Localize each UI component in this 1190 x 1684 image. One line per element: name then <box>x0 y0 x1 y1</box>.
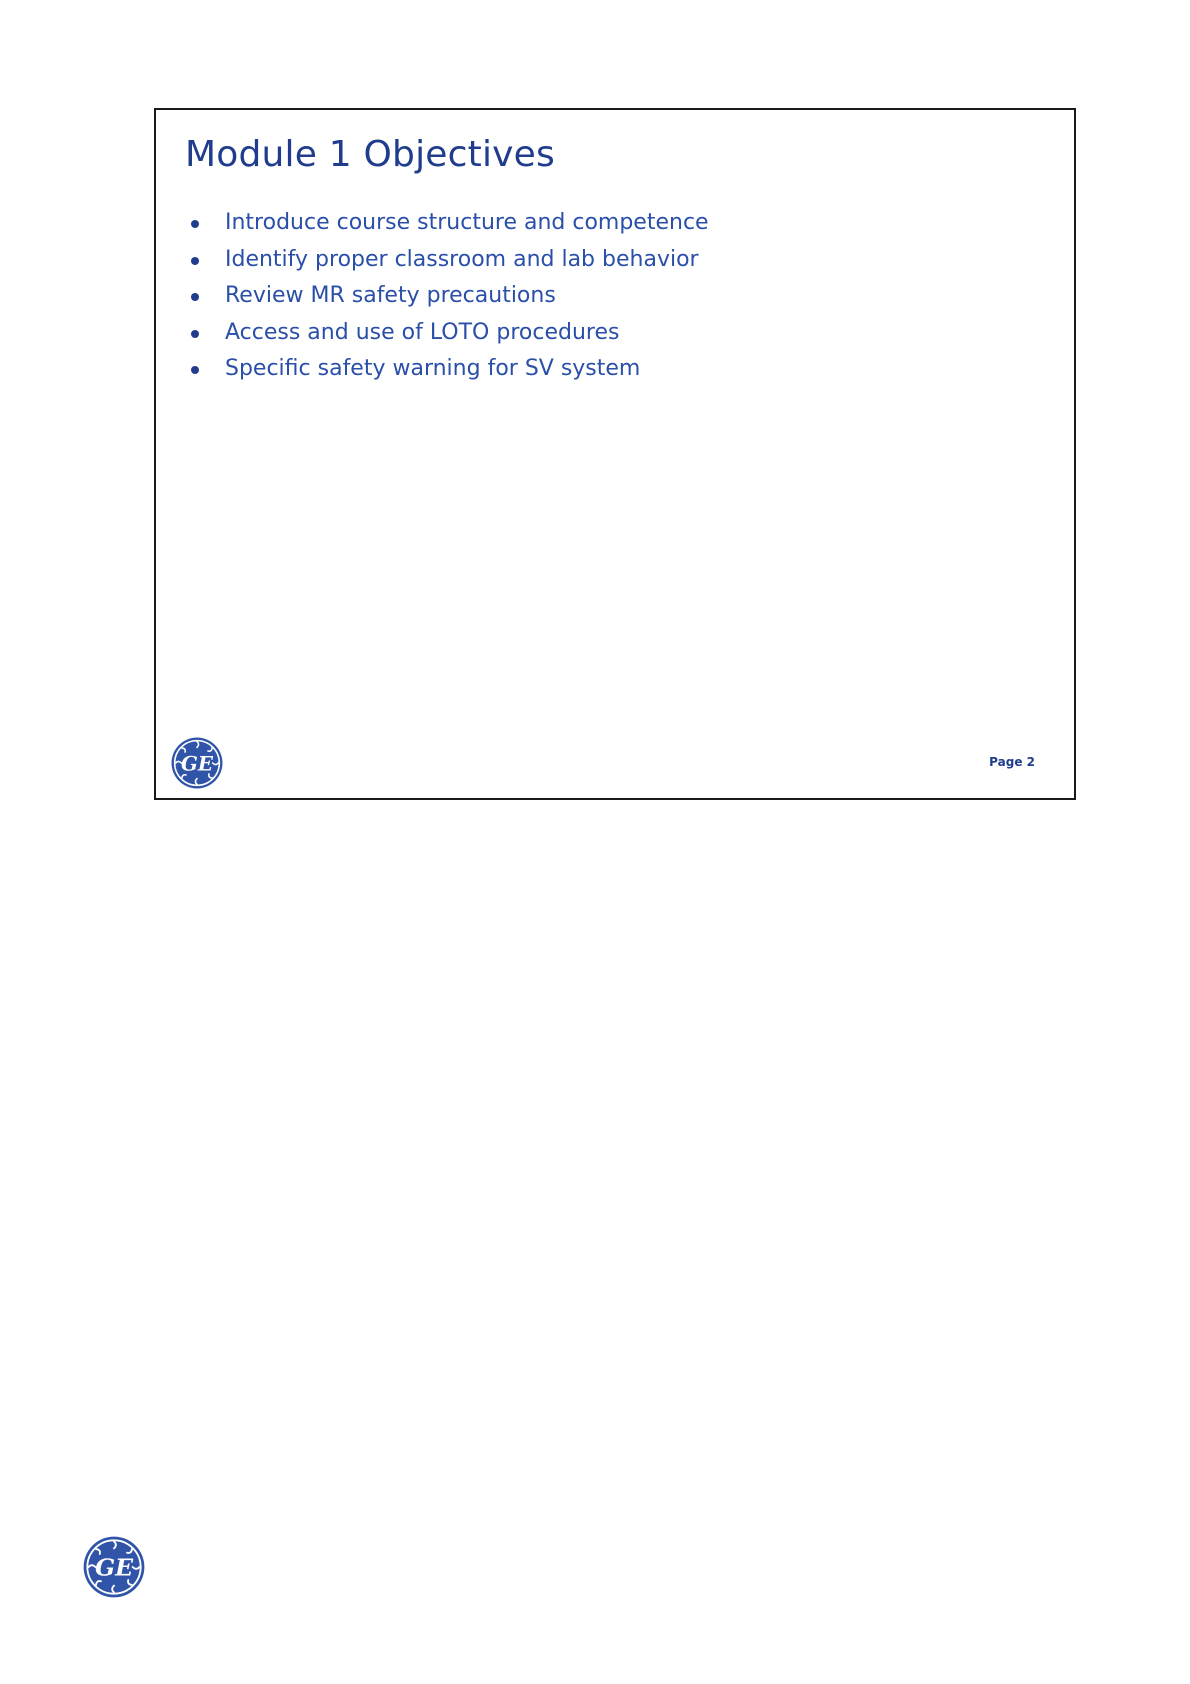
logo-text: GE <box>94 1553 134 1582</box>
list-item-text: Identify proper classroom and lab behavior <box>225 246 699 272</box>
list-item-text: Specific safety warning for SV system <box>225 356 641 381</box>
bullet-dot-icon <box>191 330 199 338</box>
list-item <box>156 283 709 320</box>
bullet-dot-icon <box>191 220 199 228</box>
list-item-text: Access and use of LOTO procedures <box>225 319 620 345</box>
list-item <box>156 210 709 247</box>
ge-monogram-logo-icon <box>83 1536 145 1598</box>
page-number: Page 2 <box>989 755 1035 769</box>
bullet-dot-icon <box>191 366 199 374</box>
slide-frame <box>154 108 1076 800</box>
ge-logo-graphic <box>171 737 223 789</box>
list-item-text: Review MR safety precautions <box>225 283 556 308</box>
objectives-list <box>156 210 709 393</box>
slide-title: Module 1 Objectives <box>185 134 555 175</box>
bullet-dot-icon <box>191 257 199 265</box>
list-item <box>156 247 709 284</box>
list-item-text: Introduce course structure and competence <box>225 210 709 235</box>
ge-monogram-logo-icon <box>171 737 223 789</box>
list-item <box>156 356 709 393</box>
list-item <box>156 320 709 357</box>
ge-logo-graphic <box>83 1536 145 1598</box>
logo-text: GE <box>181 751 213 776</box>
bullet-dot-icon <box>191 293 199 301</box>
